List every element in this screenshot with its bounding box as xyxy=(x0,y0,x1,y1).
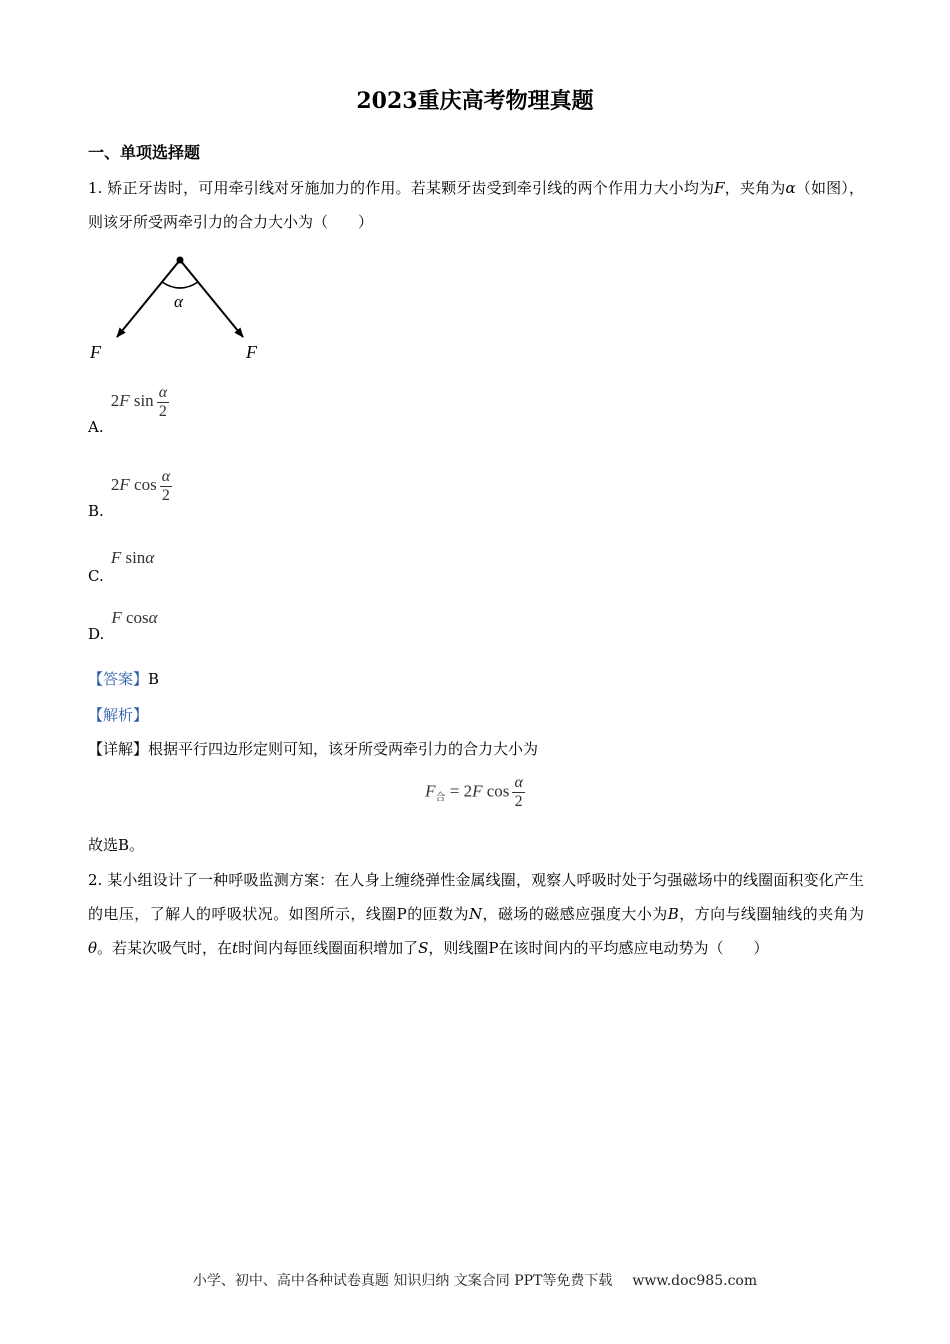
option-letter: D. xyxy=(88,625,105,643)
detail-line xyxy=(88,738,538,759)
conclusion: 故选B。 xyxy=(88,836,145,854)
var-t: t xyxy=(232,939,239,957)
resultant-formula: $F_合 = 2F$ cos $\frac{\alpha}{2}$ xyxy=(425,774,523,810)
option-formula: 2F sin $\frac{\alpha}{2}$ xyxy=(110,384,168,420)
option-formula: F sinα xyxy=(110,548,155,567)
analysis-tag: 【解析】 xyxy=(88,706,149,724)
option-letter: C. xyxy=(88,567,104,585)
option-d[interactable] xyxy=(88,608,158,643)
option-b[interactable] xyxy=(88,468,172,521)
option-c[interactable] xyxy=(88,548,155,585)
right-force-label: F xyxy=(246,342,257,362)
left-force-label: F xyxy=(90,342,101,362)
option-formula: F cosα xyxy=(111,608,158,627)
detail-tag: 【详解】 xyxy=(88,740,149,758)
var-N: N xyxy=(468,905,483,923)
detail-text: 根据平行四边形定则可知，该牙所受两牵引力的合力大小为 xyxy=(148,740,539,758)
footer-slogan: 小学、初中、高中各种试卷真题 知识归纳 文案合同 PPT等免费下载 xyxy=(192,1273,613,1289)
question-2-stem: 2. 某小组设计了一种呼吸监测方案：在人身上缠绕弹性金属线圈，观察人呼吸时处于匀强磁场中的线圈面积变化产生的电压，了解人的呼吸状况。如图所示，线圈P的匝数为N，磁场的磁感应强度大小为B，方向与线圈轴线的夹角为θ。若某次吸气时，在t时间内每匝线圈面积增加了S，则线圈P在该时间内的平均感应电动势为（ ） xyxy=(88,871,864,957)
stem-text: （如图），则该牙所受两牵引力的合力大小为（ ） xyxy=(88,179,864,231)
var-B: B xyxy=(667,905,679,923)
answer-line xyxy=(88,668,159,689)
question-number: 2. xyxy=(88,871,103,889)
var-F: F xyxy=(714,179,725,197)
var-S: S xyxy=(418,939,429,957)
option-letter: A. xyxy=(88,418,104,437)
page-title: 2023重庆高考物理真题 xyxy=(356,88,594,114)
question-number: 1. xyxy=(88,179,103,197)
right-force-arrow xyxy=(180,260,243,337)
question-1-stem xyxy=(88,171,864,239)
left-force-arrow xyxy=(117,260,180,337)
section-heading: 一、单项选择题 xyxy=(88,143,201,162)
angle-arc xyxy=(162,282,198,288)
page-footer xyxy=(0,1270,950,1290)
option-formula: 2F cos $\frac{\alpha}{2}$ xyxy=(110,468,171,504)
stem-text: 矫正牙齿时，可用牵引线对牙施加力的作用。若某颗牙齿受到牵引线的两个作用力大小均为 xyxy=(107,179,715,197)
footer-website[interactable]: www.doc985.com xyxy=(632,1273,758,1289)
force-diagram xyxy=(84,252,274,367)
answer-value: B xyxy=(148,670,160,688)
answer-tag: 【答案】 xyxy=(88,670,149,688)
option-letter: B. xyxy=(88,502,104,521)
var-theta: θ xyxy=(88,939,98,957)
var-alpha: α xyxy=(785,179,796,197)
angle-label: α xyxy=(174,292,183,311)
pivot-point xyxy=(177,257,184,264)
stem-text: ，夹角为 xyxy=(724,179,786,197)
option-a[interactable] xyxy=(88,384,169,437)
